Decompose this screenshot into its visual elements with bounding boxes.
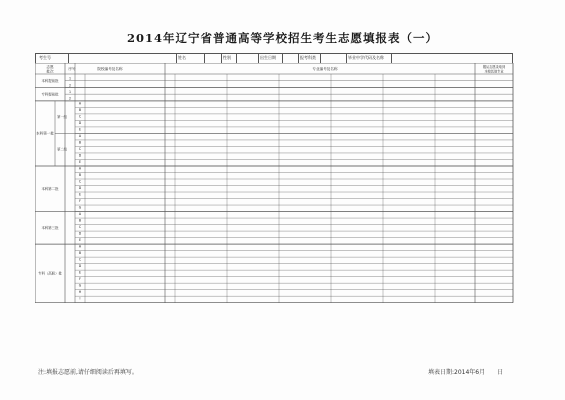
school-label: 毕业中学代码及名称 [348, 55, 384, 60]
letter-label: G [78, 205, 82, 210]
seq-number: 1 [68, 90, 72, 94]
letter-label: F [79, 198, 81, 203]
letter-label: B [78, 107, 82, 112]
fill-date: 填表日期:2014年6月 日 [428, 369, 504, 376]
exam-no-label: 考生号 [39, 55, 51, 60]
seq-number: 2 [68, 83, 72, 88]
batch-label: 本科提前批 [41, 79, 59, 84]
section-label: 本科第一批 [36, 131, 54, 136]
letter-label: C [78, 114, 82, 119]
letter-label: E [78, 237, 82, 242]
letter-label: H [78, 290, 82, 295]
letter-label: B [78, 251, 82, 256]
letter-label: C [78, 179, 82, 184]
letter-label: A [78, 244, 82, 249]
letter-label: D [78, 264, 82, 269]
letter-label: D [78, 153, 82, 158]
letter-label: E [78, 192, 82, 197]
letter-label: I [79, 296, 81, 301]
letter-label: C [78, 224, 82, 229]
letter-label: A [78, 211, 82, 216]
seq-number: 1 [68, 76, 72, 81]
major-header-text: 专业编号及名称 [312, 67, 338, 71]
batch-header-text: 批次 [46, 69, 54, 74]
letter-label: A [78, 101, 82, 106]
section-label: 专科（高职）批 [38, 271, 62, 276]
letter-label: C [78, 146, 82, 151]
group-label: 第二组 [57, 147, 67, 152]
letter-label: B [78, 172, 82, 177]
letter-label: C [78, 257, 82, 262]
batch-header-text: 志愿 [46, 65, 54, 69]
footnote: 注:填报志愿前,请仔细阅读后再填写。 [38, 369, 138, 376]
letter-label: B [78, 218, 82, 223]
letter-label: E [78, 127, 82, 132]
letter-label: F [79, 277, 81, 282]
section-label: 本科第二批 [41, 186, 59, 191]
seq-number: 2 [68, 96, 72, 101]
seq-header-text: 序号 [68, 67, 76, 71]
student-info-row [35, 53, 513, 63]
birth-label: 出生日期 [260, 55, 276, 60]
group-label: 第一组 [57, 115, 67, 120]
letter-label: A [78, 166, 82, 171]
letter-label: A [78, 133, 82, 138]
obey-header-text: 本校其他专业 [484, 69, 504, 74]
subject-label: 报考科类 [300, 55, 316, 60]
letter-label: D [78, 231, 82, 236]
form-title: 2014年辽宁省普通高等学校招生考生志愿填报表（一） [126, 31, 438, 45]
letter-label: E [78, 270, 82, 275]
letter-label: E [78, 159, 82, 164]
letter-label: G [78, 283, 82, 288]
letter-label: B [78, 140, 82, 145]
name-label: 姓名 [178, 55, 186, 60]
section-label: 本科第三批 [41, 225, 59, 230]
obey-header-text: 服从志愿录取到 [482, 65, 506, 69]
letter-label: D [78, 120, 82, 125]
letter-label: D [78, 185, 82, 190]
batch-label: 专科提前批 [41, 92, 59, 97]
college-header-text: 院校编号及名称 [97, 67, 123, 71]
volunteer-table [35, 63, 515, 361]
gender-label: 性别 [223, 55, 231, 60]
